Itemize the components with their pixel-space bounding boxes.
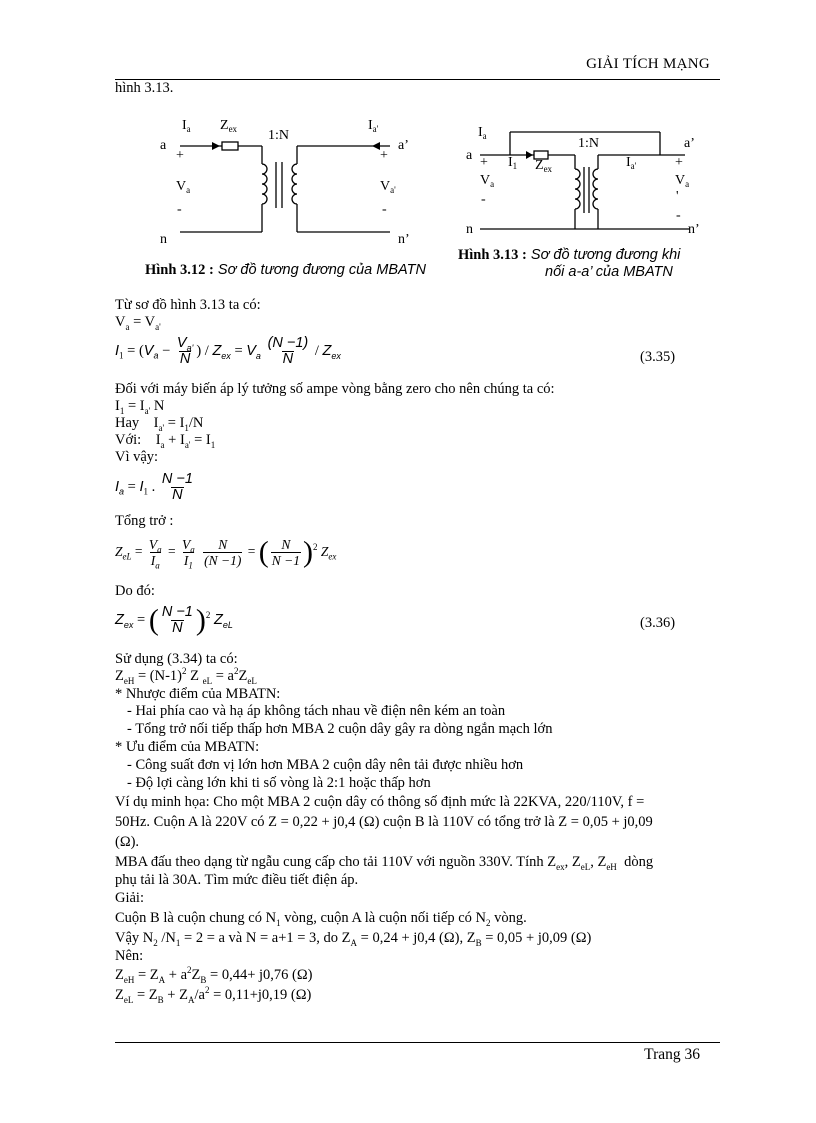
fig13-a: a [466,148,473,163]
text-line: Tổng trở : [115,513,174,529]
fig12-a: a [160,138,167,153]
equation-zel-result: $Z_{eL} = Z_B + Z_A/a^2 = 0,11+j0,19$ (Ω) [115,985,312,1005]
fig13-caption-line2: nối a-a’ của MBATN [545,264,673,280]
fig12-ia: $I_a$ [182,118,191,134]
text-line: Sử dụng (3.34) ta có: [115,651,238,667]
equation-hay: Hay $I_{a'} = I_1/N$ [115,415,204,433]
text-line: phụ tải là 30A. Tìm mức điều tiết điện áp. [115,872,359,888]
equation-ratio: Vậy $N_2$ $/N_1 = 2 = a$ và N = a+1 = 3, do $Z_A = 0,24 + j0,4$ (Ω), $Z_B = 0,05 + j0,09$ (Ω) [115,930,592,948]
fig12-iap: $I_{a'}$ [368,118,379,134]
fig13-i1: $I_1$ [508,155,518,171]
text-line: Đối với máy biến áp lý tưởng số ampe vòng bằng zero cho nên chúng ta có: [115,381,555,397]
equation-zeh-result: $Z_{eH} = Z_A + a^2Z_B = 0,44+ j0,76$ (Ω) [115,965,313,985]
text-line: - Tổng trở nối tiếp thấp hơn MBA 2 cuộn dây gây ra dòng ngắn mạch lớn [127,721,553,737]
text-line: Giải: [115,890,144,906]
header-title: GIẢI TÍCH MẠNG [586,56,710,72]
text-line: Do đó: [115,583,155,599]
fig13-zex: $Z_{ex}$ [535,158,553,174]
current-arrow [212,142,220,150]
text-line: Ví dụ minh họa: Cho một MBA 2 cuộn dây có thông số định mức là 22KVA, 220/110V, f = [115,794,645,810]
equation-ia: $I_a = I_1$ . $\frac{N -1}{N}$ [115,471,193,503]
text-line: Cuộn B là cuộn chung có $N_1$ vòng, cuộn A là cuộn nối tiếp có $N_2$ vòng. [115,910,527,928]
page-number: Trang 36 [644,1046,700,1063]
equation-number-3-35: (3.35) [640,349,676,365]
fig12-ratio: 1:N [268,128,289,143]
fig12-plus2: + [380,148,388,163]
text-line: Nên: [115,948,144,964]
fig12-ap: a’ [398,138,409,153]
figure-3-13-diagram [460,117,710,242]
footer-rule [115,1042,720,1043]
text-line: * Ưu điểm của MBATN: [115,739,260,755]
text-line: 50Hz. Cuộn A là 220V có Z = 0,22 + j0,4 (Ω) cuộn B là 110V có tổng trở là Z = 0,05 + j0,09 [115,814,653,830]
equation-voi: Với: $I_a + I_{a'} = I_1$ [115,432,216,450]
text-line: MBA đấu theo dạng từ ngẫu cung cấp cho tải 110V với nguồn 330V. Tính $Z_{ex}$, $Z_{eL}$, $Z_{eH}$ dòng [115,854,654,872]
header-rule [115,79,720,80]
equation-zeh: $Z_{eH} = (N-1)^2$ Z $_{eL} = a^2Z_{eL}$ [115,666,257,686]
fig12-minus1: - [177,202,182,217]
text-line: Vì vậy: [115,449,159,465]
text-line: (Ω). [115,834,140,850]
current-arrow [526,151,533,159]
fig13-plus2: + [675,155,683,170]
fig12-n: n [160,232,167,247]
fig13-caption: Hình 3.13 : Sơ đồ tương đương khi [458,247,681,263]
text-line: Từ sơ đồ hình 3.13 ta có: [115,297,261,313]
text-line: - Độ lợi càng lớn khi ti số vòng là 2:1 hoặc thấp hơn [127,775,431,791]
current-arrow [372,142,380,150]
fig13-ratio: 1:N [578,136,599,151]
fig13-plus1: + [480,155,488,170]
equation-i1: $I_1 = (V_a$ − $\frac{V_{a'}}{N}$ ) / $Z_{ex} = V_a$ $\frac{(N -1)}{N}$ / $Z_{ex}$ [115,335,341,367]
fig12-caption: Hình 3.12 : Sơ đồ tương đương của MBATN [145,262,426,278]
equation-i1-n: $I_1 = I_{a'}$ N [115,398,165,416]
text-line: - Hai phía cao và hạ áp không tách nhau về điện nên kém an toàn [127,703,506,719]
equation-va: $V_a = V_{a'}$ [115,314,161,332]
fig13-np: n’ [688,222,700,237]
fig13-dot: ' [676,189,679,204]
fig12-plus1: + [176,148,184,163]
figure-3-12-diagram [150,112,420,252]
fig13-va: $V_a$ [480,173,495,189]
fig13-vap: $V_a$ [675,173,690,189]
fig13-iap: $I_{a'}$ [626,155,637,171]
intro-text: hình 3.13. [115,80,174,96]
fig13-ia: $I_a$ [478,125,487,141]
fig12-zex: $Z_{ex}$ [220,118,238,134]
fig12-va: $V_a$ [176,179,191,195]
fig13-ap: a’ [684,136,695,151]
text-line: * Nhược điểm của MBATN: [115,686,281,702]
equation-zel: $Z_{eL}$ = $\frac{V_a}{I_a}$ = $\frac{V_a}{I_1}$ $\frac{N}{(N -1)}$ = ( $\frac{N}{N -1}$ )$^2$ $Z_{ex}$ [115,535,337,571]
fig13-minus1: - [481,192,486,207]
fig12-minus2: - [382,202,387,217]
text-line: - Công suất đơn vị lớn hơn MBA 2 cuộn dây nên tải được nhiều hơn [127,757,524,773]
fig13-n: n [466,222,473,237]
fig12-vap: $V_{a'}$ [380,179,396,195]
fig13-minus2: - [676,208,681,223]
equation-number-3-36: (3.36) [640,615,676,631]
equation-zex: $Z_{ex}$ = ( $\frac{N -1}{N}$ )$^2$ $Z_{eL}$ [115,603,233,637]
fig12-np: n’ [398,232,410,247]
